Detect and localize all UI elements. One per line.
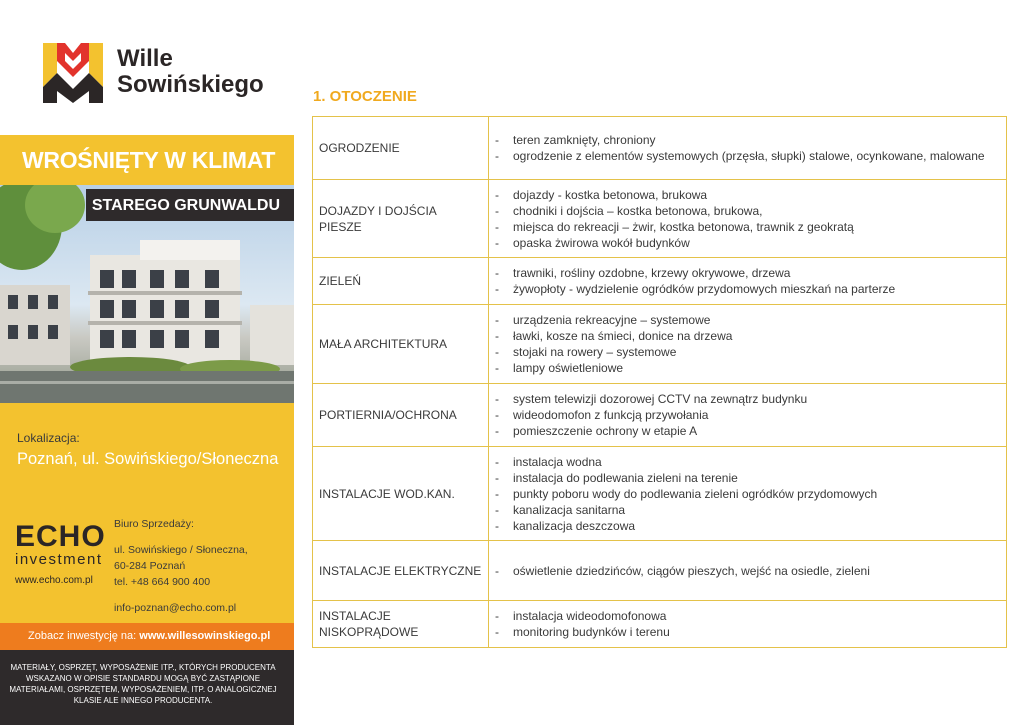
list-item: - system telewizji dozorowej CCTV na zewnątrz budynku xyxy=(495,391,998,407)
list-item: - trawniki, rośliny ozdobne, krzewy okrywowe, drzewa xyxy=(495,265,998,281)
list-item: - chodniki i dojścia – kostka betonowa, brukowa, xyxy=(495,203,998,219)
row-category: DOJAZDY I DOJŚCIA PIESZE xyxy=(313,180,489,258)
disclaimer-panel xyxy=(0,650,294,725)
row-items xyxy=(489,258,1007,305)
table-row xyxy=(313,541,1007,601)
subtitle-box xyxy=(86,189,294,221)
brand-line-2: Sowińskiego xyxy=(117,71,264,98)
office-address-2: 60-284 Poznań xyxy=(114,560,186,572)
office-phone[interactable]: tel. +48 664 900 400 xyxy=(114,576,211,588)
echo-url[interactable]: www.echo.com.pl xyxy=(15,575,93,586)
list-item: - ławki, kosze na śmieci, donice na drzewa xyxy=(495,328,998,344)
list-item: - żywopłoty - wydzielenie ogródków przydomowych mieszkań na parterze xyxy=(495,281,998,297)
row-category: INSTALACJE WOD.KAN. xyxy=(313,447,489,541)
row-items xyxy=(489,384,1007,447)
headline: WROŚNIĘTY W KLIMAT xyxy=(22,147,276,173)
row-category: ZIELEŃ xyxy=(313,258,489,305)
list-item: - teren zamknięty, chroniony xyxy=(495,132,998,148)
cta-link[interactable]: www.willesowinskiego.pl xyxy=(139,630,271,642)
list-item: - wideodomofon z funkcją przywołania xyxy=(495,407,998,423)
row-items xyxy=(489,541,1007,601)
list-item: - urządzenia rekreacyjne – systemowe xyxy=(495,312,998,328)
echo-investment-logo xyxy=(15,520,106,586)
office-title: Biuro Sprzedaży: xyxy=(114,518,194,530)
echo-word: ECHO xyxy=(15,520,106,553)
list-item: - stojaki na rowery – systemowe xyxy=(495,344,998,360)
table-row xyxy=(313,180,1007,258)
row-items xyxy=(489,305,1007,384)
row-items xyxy=(489,117,1007,180)
office-address-1: ul. Sowińskiego / Słoneczna, xyxy=(114,544,248,556)
row-category: INSTALACJE NISKOPRĄDOWE xyxy=(313,601,489,648)
list-item: - dojazdy - kostka betonowa, brukowa xyxy=(495,187,998,203)
brand-wordmark xyxy=(117,46,264,98)
left-column xyxy=(0,135,294,725)
list-item: - pomieszczenie ochrony w etapie A xyxy=(495,423,998,439)
table-row xyxy=(313,601,1007,648)
sales-office xyxy=(114,516,248,616)
info-panel xyxy=(0,403,294,623)
echo-sub: investment xyxy=(15,551,103,568)
table-row xyxy=(313,258,1007,305)
table-row xyxy=(313,305,1007,384)
list-item: - monitoring budynków i terenu xyxy=(495,624,998,640)
list-item: - instalacja wodna xyxy=(495,454,998,470)
cta-text xyxy=(28,630,270,642)
location-label: Lokalizacja: xyxy=(17,431,80,445)
cta-prefix: Zobacz inwestycję na: xyxy=(28,630,140,642)
list-item: - kanalizacja deszczowa xyxy=(495,518,998,534)
section-title: 1. OTOCZENIE xyxy=(313,88,417,105)
headline-box xyxy=(0,135,294,185)
table-row xyxy=(313,384,1007,447)
row-items xyxy=(489,601,1007,648)
list-item: - opaska żwirowa wokół budynków xyxy=(495,235,998,251)
subtitle: STAREGO GRUNWALDU xyxy=(91,197,280,214)
list-item: - miejsca do rekreacji – żwir, kostka betonowa, trawnik z geokratą xyxy=(495,219,998,235)
location-value: Poznań, ul. Sowińskiego/Słoneczna xyxy=(17,450,279,468)
wille-w-logo-icon xyxy=(43,43,103,103)
row-items xyxy=(489,180,1007,258)
list-item: - oświetlenie dziedzińców, ciągów pieszych, wejść na osiedle, zieleni xyxy=(495,563,998,579)
cta-bar xyxy=(0,623,294,650)
spec-table xyxy=(312,116,1007,648)
disclaimer: MATERIAŁY, OSPRZĘT, WYPOSAŻENIE ITP., KTÓRYCH PRODUCENTA WSKAZANO W OPISIE STANDARDU MOGĄ BYĆ ZASTĄPIONE MATERIAŁAMI, OSPRZĘTEM, WYPOSAŻENIEM, ITP. O ANALOGICZNEJ KLASIE ALE INNEGO PRODUCENTA. xyxy=(9,663,277,705)
list-item: - instalacja do podlewania zieleni na terenie xyxy=(495,470,998,486)
office-email[interactable]: info-poznan@echo.com.pl xyxy=(114,602,237,614)
row-items xyxy=(489,447,1007,541)
row-category: MAŁA ARCHITEKTURA xyxy=(313,305,489,384)
table-row xyxy=(313,117,1007,180)
row-category: PORTIERNIA/OCHRONA xyxy=(313,384,489,447)
row-category: INSTALACJE ELEKTRYCZNE xyxy=(313,541,489,601)
list-item: - kanalizacja sanitarna xyxy=(495,502,998,518)
list-item: - punkty poboru wody do podlewania zieleni ogródków przydomowych xyxy=(495,486,998,502)
brand-line-1: Wille xyxy=(117,45,173,72)
row-category: OGRODZENIE xyxy=(313,117,489,180)
list-item: - instalacja wideodomofonowa xyxy=(495,608,998,624)
list-item: - lampy oświetleniowe xyxy=(495,360,998,376)
list-item: - ogrodzenie z elementów systemowych (przęsła, słupki) stalowe, ocynkowane, malowane xyxy=(495,148,998,164)
table-row xyxy=(313,447,1007,541)
logo-area xyxy=(0,0,294,135)
